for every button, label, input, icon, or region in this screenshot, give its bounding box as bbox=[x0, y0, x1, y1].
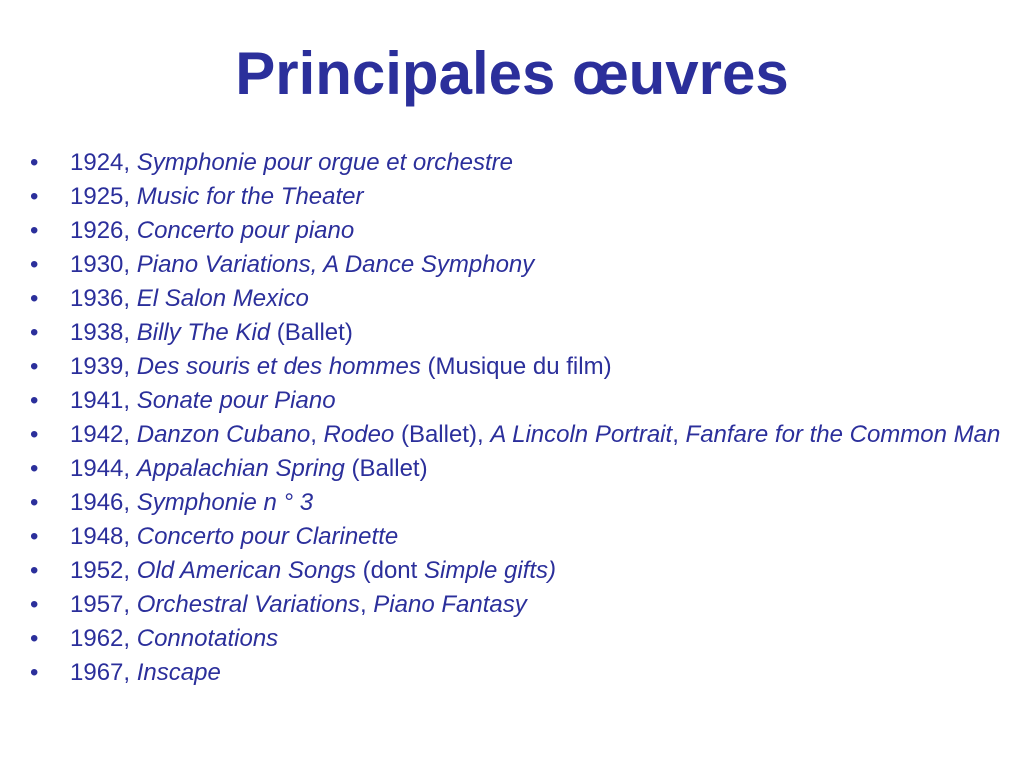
work-title: Des souris et des hommes bbox=[136, 353, 421, 380]
work-year: 1942, bbox=[70, 421, 137, 448]
work-title: Orchestral Variations bbox=[136, 591, 360, 618]
work-item bbox=[30, 455, 1005, 482]
bullet-icon: • bbox=[30, 319, 39, 346]
bullet-icon: • bbox=[30, 659, 39, 686]
work-item bbox=[30, 523, 1005, 550]
work-title: Simple gifts) bbox=[424, 557, 557, 584]
work-title: Inscape bbox=[136, 659, 221, 686]
work-title: Sonate pour Piano bbox=[136, 387, 336, 414]
bullet-icon: • bbox=[30, 523, 39, 550]
work-note: (Ballet), bbox=[394, 421, 491, 448]
bullet-icon: • bbox=[30, 489, 39, 516]
work-note: (Musique du film) bbox=[420, 353, 612, 380]
bullet-icon: • bbox=[30, 557, 39, 584]
work-note: , bbox=[310, 421, 324, 448]
work-title: Connotations bbox=[136, 625, 279, 652]
bullet-icon: • bbox=[30, 149, 39, 176]
work-year: 1952, bbox=[70, 557, 137, 584]
work-title: Concerto pour Clarinette bbox=[136, 523, 399, 550]
bullet-icon: • bbox=[30, 387, 39, 414]
work-year: 1946, bbox=[70, 489, 137, 516]
work-note: , bbox=[359, 591, 374, 618]
work-title: Appalachian Spring bbox=[136, 455, 345, 482]
work-year: 1930, bbox=[70, 251, 137, 278]
work-title: Danzon Cubano bbox=[136, 421, 311, 448]
work-item bbox=[30, 489, 1005, 516]
work-year: 1967, bbox=[70, 659, 137, 686]
work-year: 1941, bbox=[70, 387, 137, 414]
work-title: Music for the Theater bbox=[136, 183, 364, 210]
work-year: 1957, bbox=[70, 591, 137, 618]
work-item bbox=[30, 251, 1005, 278]
work-title: Piano Fantasy bbox=[373, 591, 527, 618]
work-item bbox=[30, 149, 1005, 176]
work-year: 1944, bbox=[70, 455, 137, 482]
work-note: , bbox=[672, 421, 686, 448]
bullet-icon: • bbox=[30, 183, 39, 210]
bullet-icon: • bbox=[30, 421, 39, 448]
bullet-icon: • bbox=[30, 625, 39, 652]
work-year: 1926, bbox=[70, 217, 137, 244]
work-item bbox=[30, 353, 1005, 380]
work-item bbox=[30, 319, 1005, 346]
bullet-icon: • bbox=[30, 217, 39, 244]
work-title: Concerto pour piano bbox=[136, 217, 355, 244]
work-year: 1962, bbox=[70, 625, 137, 652]
work-note: (dont bbox=[355, 557, 424, 584]
work-title: A Lincoln Portrait bbox=[490, 421, 673, 448]
work-year: 1939, bbox=[70, 353, 137, 380]
work-title: Symphonie pour orgue et orchestre bbox=[136, 149, 513, 176]
work-item bbox=[30, 625, 1005, 652]
work-item bbox=[30, 183, 1005, 210]
bullet-icon: • bbox=[30, 455, 39, 482]
work-year: 1924, bbox=[70, 149, 137, 176]
bullet-icon: • bbox=[30, 251, 39, 278]
work-title: Fanfare for the Common Man bbox=[685, 421, 1001, 448]
work-year: 1948, bbox=[70, 523, 137, 550]
work-year: 1936, bbox=[70, 285, 137, 312]
work-year: 1925, bbox=[70, 183, 137, 210]
slide-title: Principales œuvres bbox=[235, 40, 789, 107]
work-item bbox=[30, 421, 1005, 448]
work-title: El Salon Mexico bbox=[136, 285, 309, 312]
work-item bbox=[30, 659, 1005, 686]
bullet-icon: • bbox=[30, 353, 39, 380]
work-item bbox=[30, 217, 1005, 244]
works-list bbox=[30, 149, 1005, 693]
work-title: Billy The Kid bbox=[136, 319, 271, 346]
bullet-icon: • bbox=[30, 285, 39, 312]
work-title: Piano Variations, A Dance Symphony bbox=[136, 251, 535, 278]
work-item bbox=[30, 557, 1005, 584]
work-item bbox=[30, 387, 1005, 414]
work-note: (Ballet) bbox=[344, 455, 428, 482]
work-note: (Ballet) bbox=[270, 319, 353, 346]
work-title: Symphonie n ° 3 bbox=[136, 489, 314, 516]
work-item bbox=[30, 591, 1005, 618]
work-item bbox=[30, 285, 1005, 312]
work-title: Rodeo bbox=[323, 421, 395, 448]
work-year: 1938, bbox=[70, 319, 137, 346]
bullet-icon: • bbox=[30, 591, 39, 618]
work-title: Old American Songs bbox=[136, 557, 356, 584]
